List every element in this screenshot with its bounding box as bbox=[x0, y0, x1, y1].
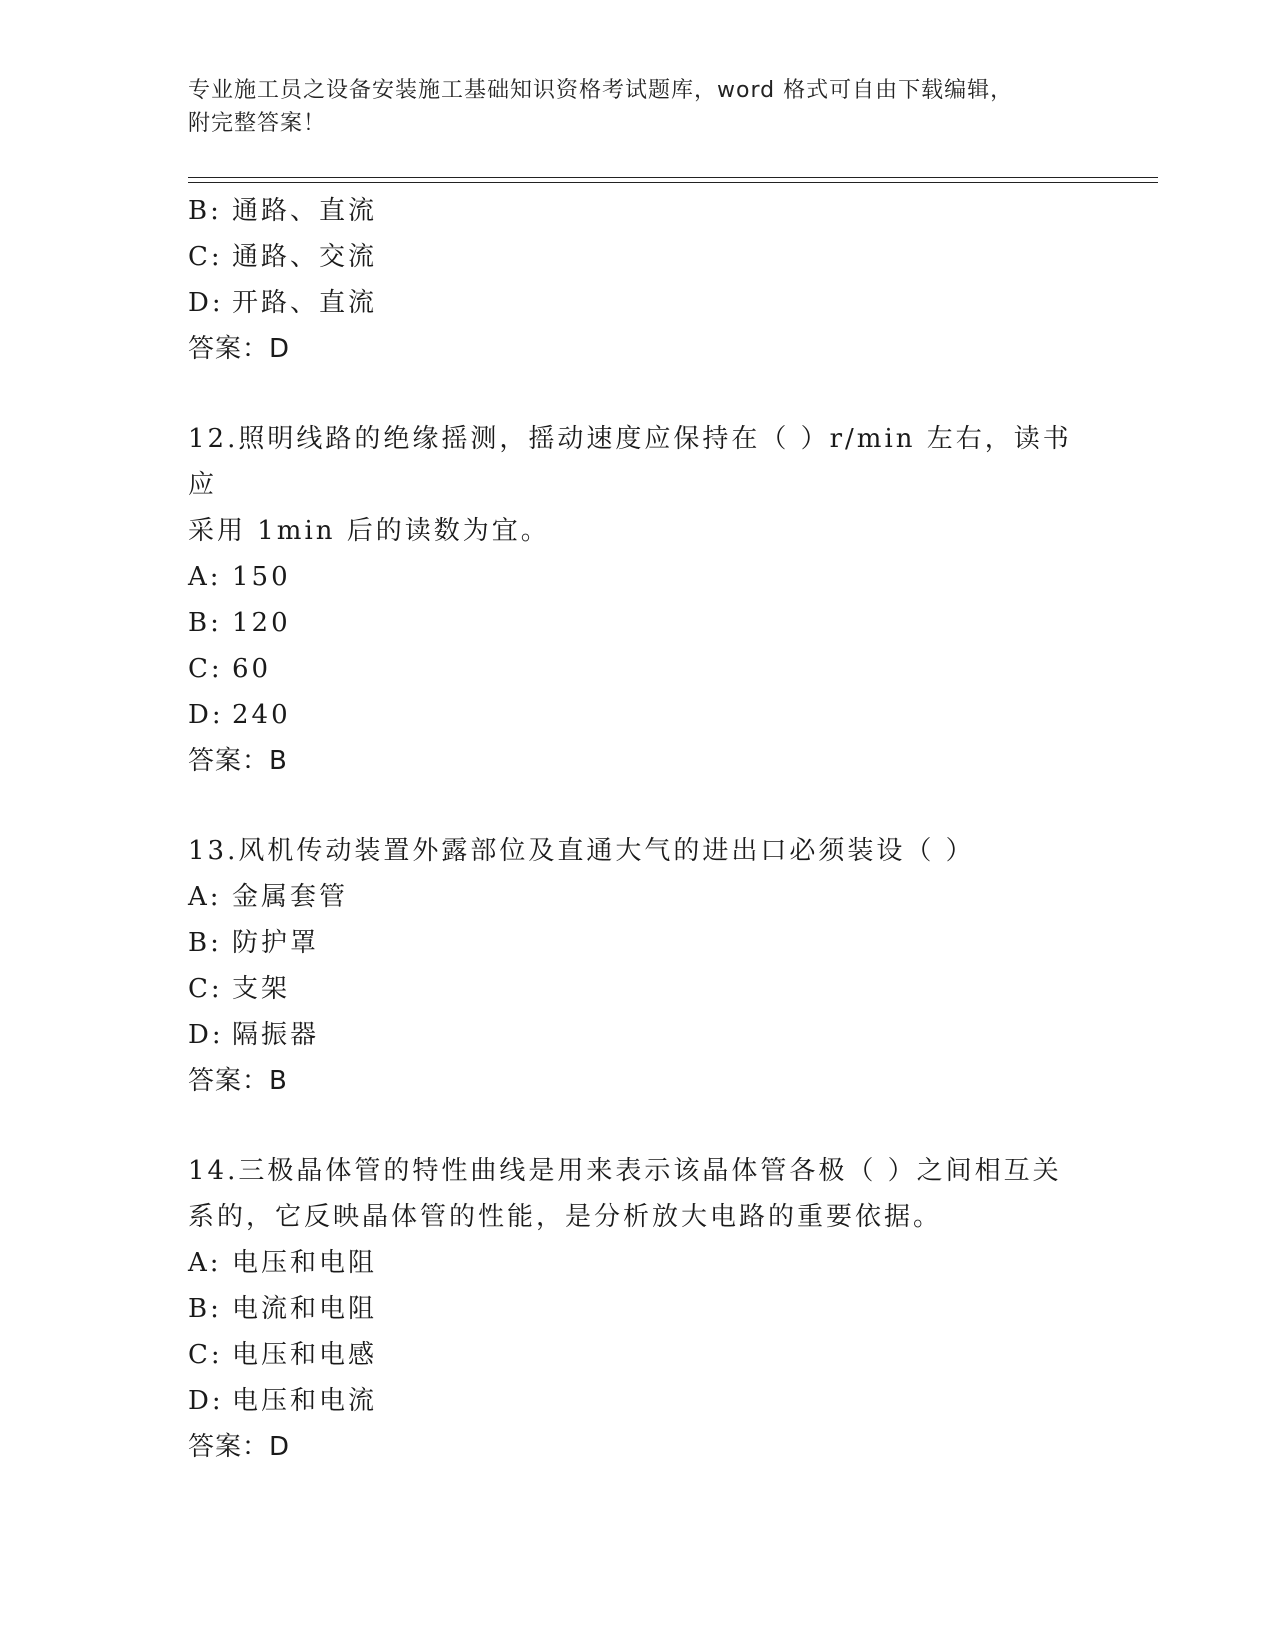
answer: 答案：D bbox=[188, 334, 291, 364]
option-a: A: 金属套管 bbox=[188, 882, 349, 912]
question-14 bbox=[188, 1148, 1158, 1470]
option-a: A: 电压和电阻 bbox=[188, 1248, 378, 1278]
answer: 答案：B bbox=[188, 1066, 288, 1096]
question-text: 14.三极晶体管的特性曲线是用来表示该晶体管各极（ ）之间相互关 系的，它反映晶体管的性能，是分析放大电路的重要依据。 bbox=[188, 1156, 1062, 1232]
question-11 bbox=[188, 188, 1158, 372]
option-c: C: 支架 bbox=[188, 974, 291, 1004]
option-c: C: 60 bbox=[188, 654, 272, 684]
question-list bbox=[188, 188, 1158, 1470]
option-d: D: 隔振器 bbox=[188, 1020, 320, 1050]
header-line-1: 专业施工员之设备安装施工基础知识资格考试题库，word 格式可自由下载编辑， bbox=[188, 78, 1014, 103]
answer: 答案：B bbox=[188, 746, 288, 776]
option-c: C: 电压和电感 bbox=[188, 1340, 378, 1370]
option-d: D: 开路、直流 bbox=[188, 288, 378, 318]
question-12 bbox=[188, 416, 1158, 784]
option-b: B: 通路、直流 bbox=[188, 196, 378, 226]
header-line-2: 附完整答案！ bbox=[188, 111, 327, 136]
option-b: B: 防护罩 bbox=[188, 928, 320, 958]
question-text: 12.照明线路的绝缘摇测，摇动速度应保持在（ ）r/min 左右，读书应 采用 1min 后的读数为宜。 bbox=[188, 424, 1072, 546]
document-header bbox=[188, 74, 1088, 140]
option-a: A: 150 bbox=[188, 562, 291, 592]
option-b: B: 120 bbox=[188, 608, 291, 638]
option-d: D: 240 bbox=[188, 700, 291, 730]
question-text: 13.风机传动装置外露部位及直通大气的进出口必须装设（ ） bbox=[188, 836, 975, 866]
option-d: D: 电压和电流 bbox=[188, 1386, 378, 1416]
question-13 bbox=[188, 828, 1158, 1104]
header-divider bbox=[188, 177, 1158, 183]
option-b: B: 电流和电阻 bbox=[188, 1294, 378, 1324]
answer: 答案：D bbox=[188, 1432, 291, 1462]
option-c: C: 通路、交流 bbox=[188, 242, 378, 272]
